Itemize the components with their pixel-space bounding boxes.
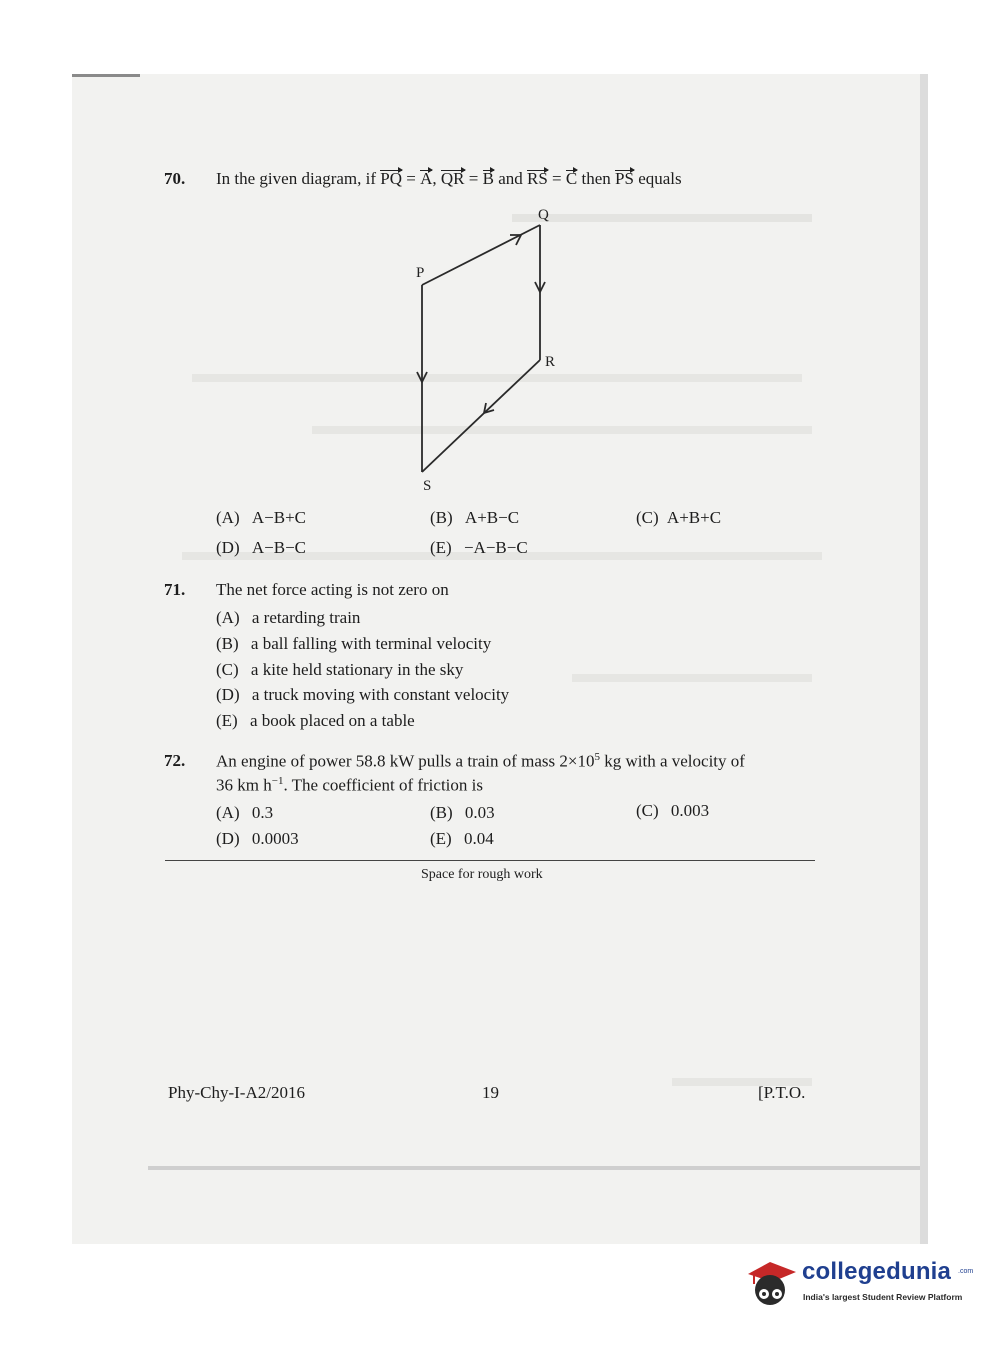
- divider-rule: [165, 860, 815, 861]
- pto-note: [P.T.O.: [758, 1083, 806, 1102]
- option-label: (C): [636, 801, 659, 820]
- option-text: 0.0003: [251, 829, 299, 848]
- option-text: 0.04: [463, 829, 494, 848]
- option-label: (D): [216, 538, 240, 557]
- paper-code: Phy-Chy-I-A2/2016: [168, 1083, 305, 1102]
- option-label: (C): [636, 508, 659, 527]
- q70-option-e[interactable]: [430, 538, 528, 558]
- q71-option-e[interactable]: [216, 711, 415, 731]
- edge-pq: [422, 225, 540, 285]
- option-text: 0.03: [464, 803, 495, 822]
- q70-and: and: [498, 169, 523, 188]
- question-72-number: 72.: [164, 751, 186, 770]
- vector-b: B: [482, 169, 494, 188]
- option-text: 0.3: [251, 803, 274, 822]
- q72-option-a[interactable]: [216, 803, 273, 823]
- option-text: a retarding train: [251, 608, 361, 627]
- q70-option-b[interactable]: [430, 508, 519, 528]
- point-q-label: Q: [538, 207, 549, 223]
- option-label: (D): [216, 685, 240, 704]
- q70-option-d[interactable]: [216, 538, 306, 558]
- q72-option-e[interactable]: [430, 829, 494, 849]
- option-text: A+B+C: [666, 508, 722, 527]
- q72-option-c[interactable]: [636, 801, 709, 821]
- option-label: (C): [216, 660, 239, 679]
- question-70-stem: In the given diagram, if PQ = A, QR = B and RS = C then PS equals: [216, 169, 682, 188]
- question-72-stem-line2: [216, 775, 483, 796]
- q71-option-d[interactable]: [216, 685, 509, 705]
- q72-text: 36 km h: [216, 775, 272, 795]
- q70-option-a[interactable]: [216, 508, 306, 528]
- point-s-label: S: [423, 478, 432, 494]
- option-label: (A): [216, 508, 240, 527]
- vector-ps: PS: [615, 169, 634, 188]
- q72-option-b[interactable]: [430, 803, 495, 823]
- brand-com: .com: [958, 1268, 974, 1275]
- vector-diagram: [400, 200, 570, 495]
- point-r-label: R: [545, 354, 556, 370]
- option-text: A−B−C: [251, 538, 306, 557]
- option-label: (B): [430, 803, 453, 822]
- q72-exponent: −1: [271, 775, 284, 787]
- q71-option-a[interactable]: [216, 608, 360, 628]
- option-text: a kite held stationary in the sky: [250, 660, 464, 679]
- q70-then: then: [581, 169, 611, 188]
- q72-exponent: 5: [594, 751, 600, 763]
- q72-option-d[interactable]: [216, 829, 299, 849]
- q70-option-c[interactable]: [636, 508, 721, 528]
- option-text: A−B+C: [251, 508, 306, 527]
- option-label: (A): [216, 608, 240, 627]
- option-text: a truck moving with constant velocity: [251, 685, 510, 704]
- question-70-number: 70.: [164, 169, 186, 188]
- page-number: 19: [482, 1083, 499, 1102]
- question-71-stem: The net force acting is not zero on: [216, 580, 449, 599]
- vector-qr: QR: [440, 169, 465, 188]
- option-label: (A): [216, 803, 240, 822]
- option-label: (E): [430, 829, 452, 848]
- q70-equals: equals: [638, 169, 682, 188]
- scan-bottom-fold: [148, 1166, 920, 1170]
- option-label: (B): [430, 508, 453, 527]
- q71-option-c[interactable]: [216, 660, 463, 680]
- vector-rs: RS: [527, 169, 548, 188]
- scan-right-edge: [920, 74, 928, 1244]
- option-text: a book placed on a table: [249, 711, 415, 730]
- option-label: (E): [216, 711, 238, 730]
- q72-text: An engine of power 58.8 kW pulls a train of mass 2×10: [216, 751, 595, 771]
- mascot-icon: [742, 1254, 800, 1312]
- option-text: 0.003: [670, 801, 710, 820]
- option-text: −A−B−C: [463, 538, 528, 557]
- rough-work-caption: Space for rough work: [421, 867, 543, 882]
- brand-tagline: India's largest Student Review Platform: [803, 1292, 963, 1302]
- q72-text: kg with a velocity of: [599, 751, 745, 771]
- point-p-label: P: [416, 265, 425, 281]
- edge-rs: [422, 360, 540, 472]
- q70-stem-start: In the given diagram, if: [216, 169, 377, 188]
- q72-text: . The coefficient of friction is: [283, 775, 483, 795]
- question-71-number: 71.: [164, 580, 186, 599]
- vector-pq: PQ: [380, 169, 403, 188]
- vector-a: A: [420, 169, 433, 188]
- question-72-stem-line1: [216, 751, 745, 772]
- option-text: A+B−C: [464, 508, 520, 527]
- option-label: (B): [216, 634, 239, 653]
- brand-name: collegedunia: [802, 1258, 952, 1285]
- q71-option-b[interactable]: [216, 634, 491, 654]
- option-label: (E): [430, 538, 452, 557]
- option-text: a ball falling with terminal velocity: [250, 634, 492, 653]
- collegedunia-logo[interactable]: [742, 1248, 972, 1318]
- scan-edge-mark: [72, 74, 140, 77]
- vector-c: C: [565, 169, 578, 188]
- option-label: (D): [216, 829, 240, 848]
